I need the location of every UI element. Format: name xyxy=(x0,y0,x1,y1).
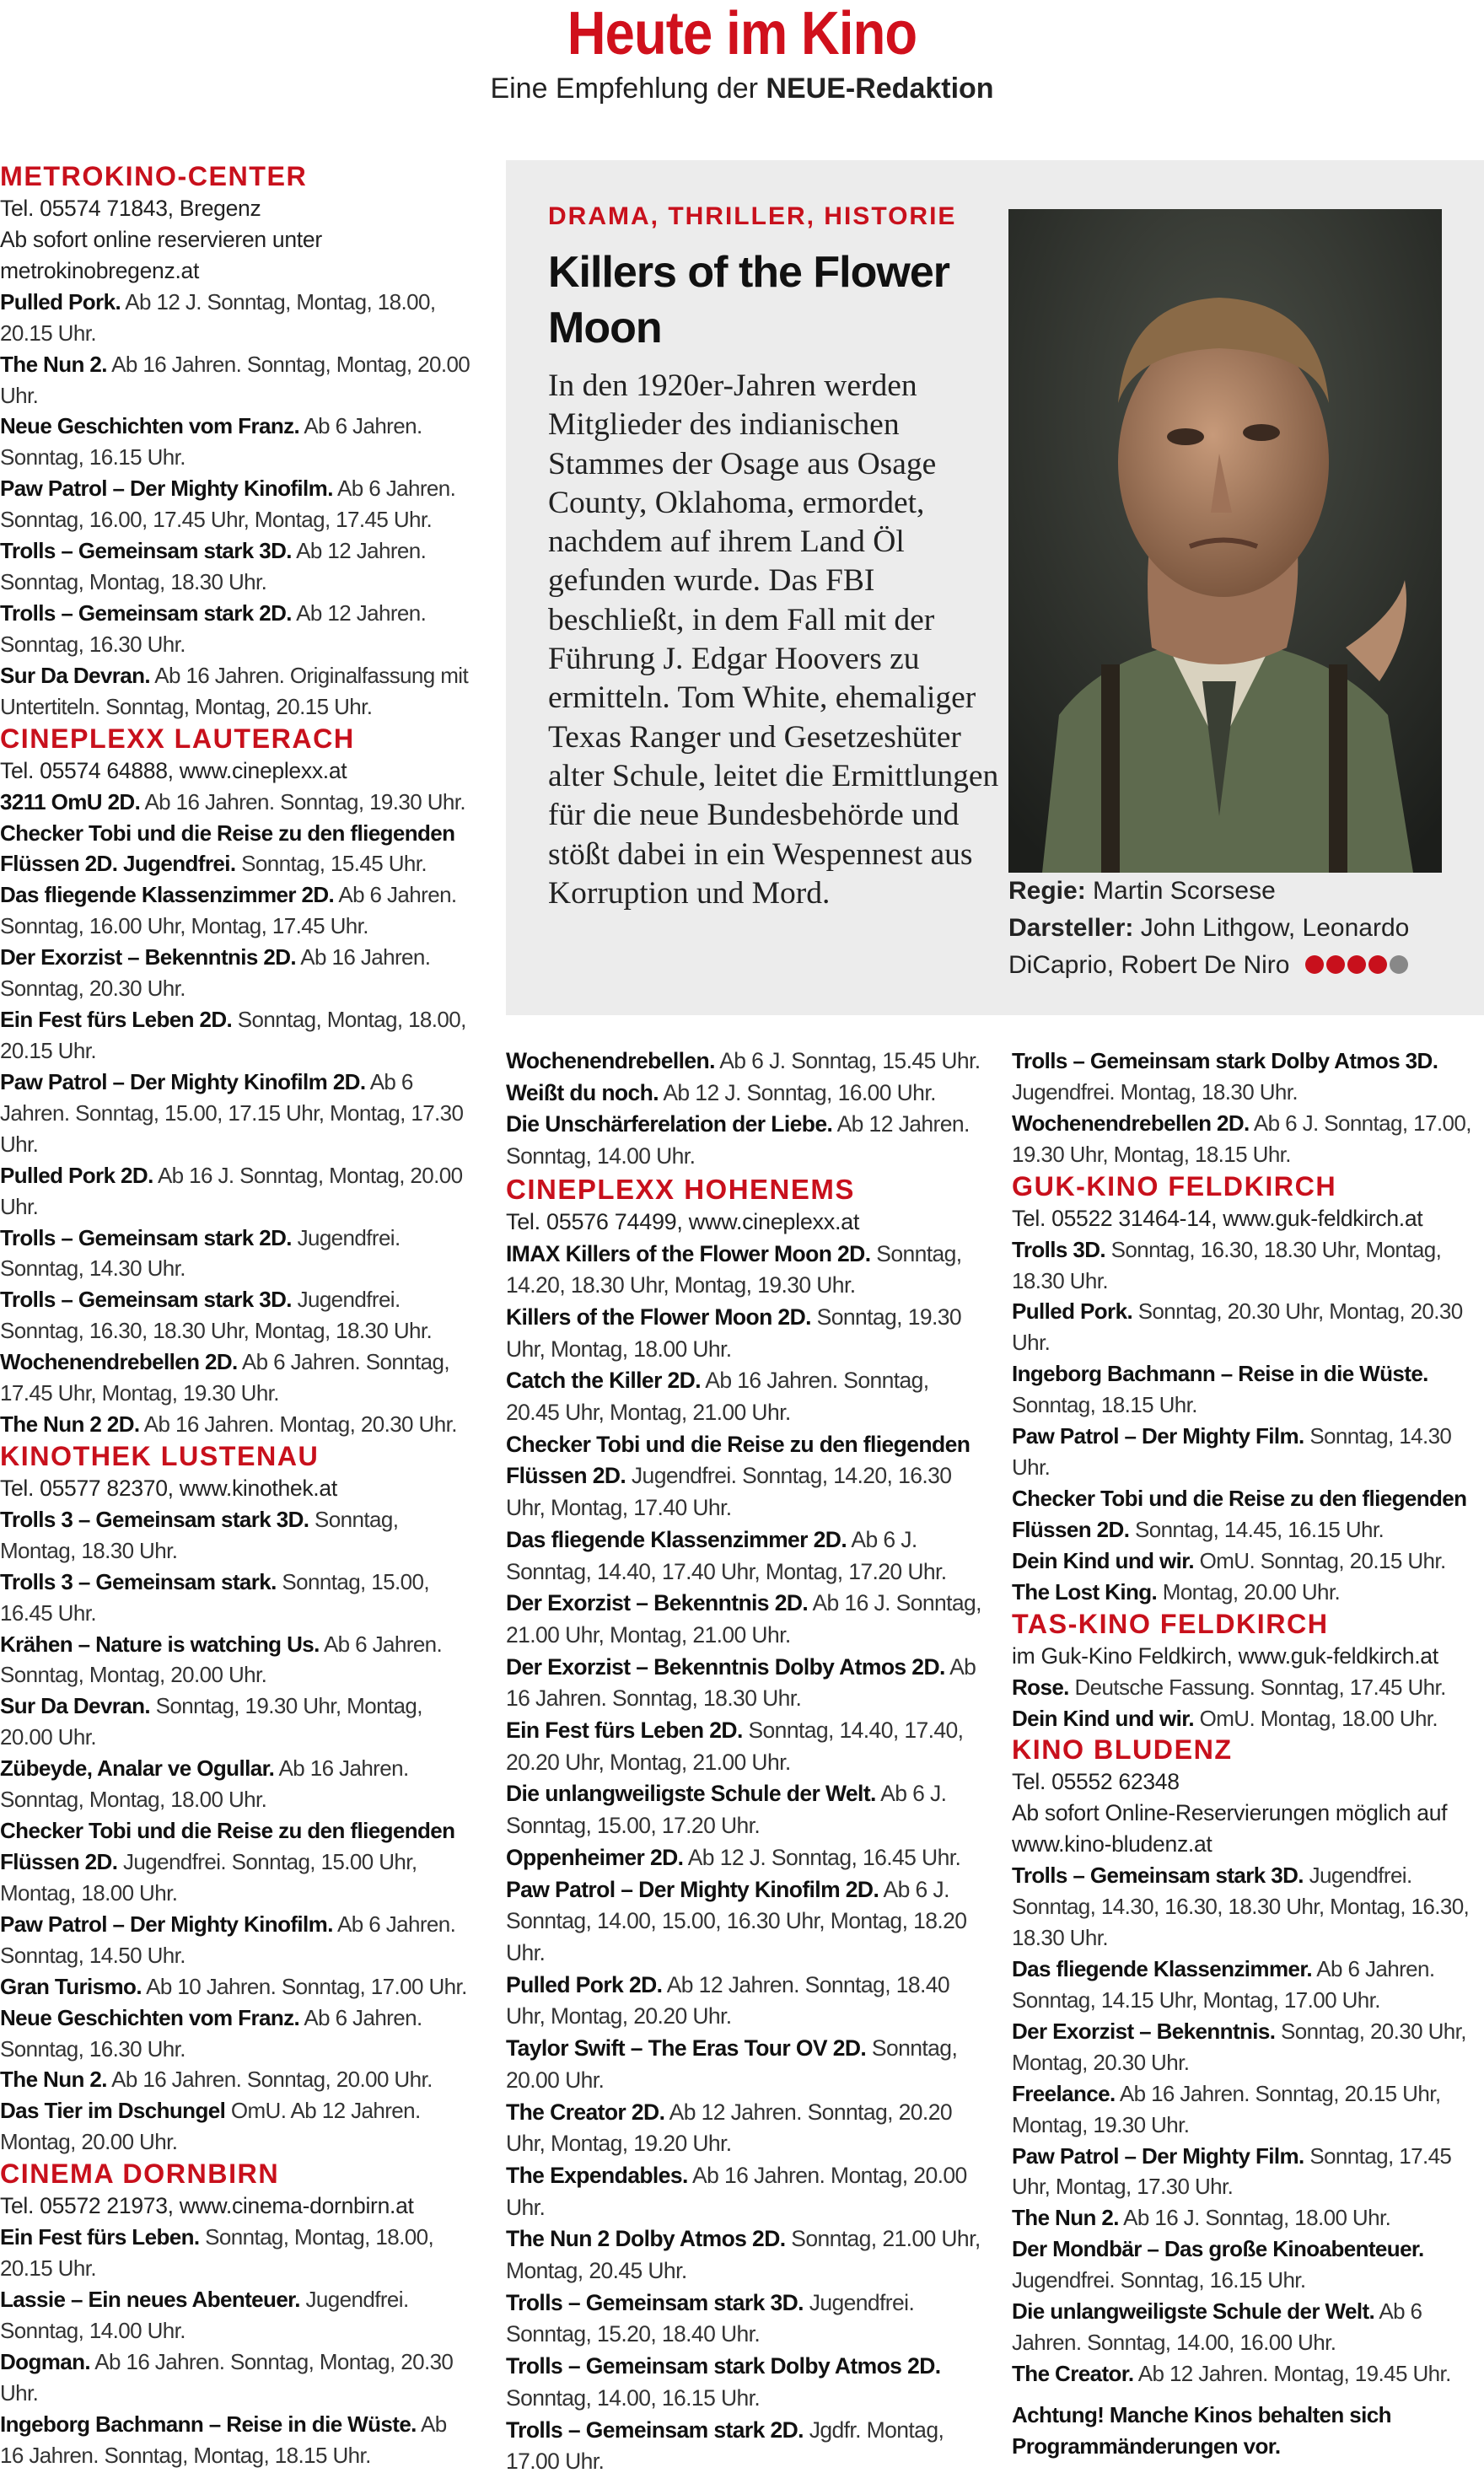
film-entry xyxy=(0,1347,472,1409)
cast-label: Darsteller: xyxy=(1008,914,1134,942)
cinema-info: Tel. 05552 62348 xyxy=(1012,1769,1180,1795)
film-details: Jgdfr. Montag, 17.00 Uhr. xyxy=(506,2416,944,2475)
film-title: Paw Patrol – Der Mighty Kinofilm 2D. xyxy=(0,1068,366,1094)
cinema-name: GUK-KINO FELDKIRCH xyxy=(1012,1170,1337,1201)
film-entry xyxy=(0,2095,472,2158)
cinema-info: Tel. 05572 21973, www.cinema-dornbirn.at xyxy=(0,2193,414,2219)
cinema-info: Ab sofort online reservieren unter metrokinobregenz.at xyxy=(0,226,322,283)
film-details: Sonntag, Montag, 18.00, 20.15 Uhr. xyxy=(0,2224,434,2282)
film-entry xyxy=(506,1778,982,1841)
film-details: Ab 6 J. Sonntag, 14.00, 15.00, 16.30 Uhr, Montag, 18.20 Uhr. xyxy=(506,1876,967,1965)
film-details: Ab 16 Jahren. Montag, 20.30 Uhr. xyxy=(143,1411,457,1438)
film-title: The Expendables. xyxy=(506,2162,688,2188)
film-details: Sonntag, 20.30 Uhr, Montag, 20.30 Uhr. xyxy=(1012,1298,1463,1356)
film-title: Wochenendrebellen 2D. xyxy=(0,1349,238,1375)
film-details: Ab 12 J. Sonntag, 16.00 Uhr. xyxy=(663,1079,936,1105)
cinema-name: CINEMA DORNBIRN xyxy=(0,2158,280,2190)
film-entry xyxy=(1012,2296,1484,2358)
film-entry xyxy=(506,2033,982,2096)
film-details: OmU. Ab 12 Jahren. Montag, 20.00 Uhr. xyxy=(0,2098,421,2155)
film-title: The Nun 2. xyxy=(0,2067,107,2093)
film-details: Sonntag, 14.40, 17.40, 20.20 Uhr, Montag, 21.00 Uhr. xyxy=(506,1718,964,1775)
director-label: Regie: xyxy=(1008,877,1086,905)
film-title: Dein Kind und wir. xyxy=(1012,1547,1194,1573)
cinema-name: METROKINO-CENTER xyxy=(0,161,308,191)
film-title: Trolls – Gemeinsam stark Dolby Atmos 2D. xyxy=(506,2353,941,2379)
film-title: Ein Fest fürs Leben. xyxy=(0,2224,200,2250)
film-title: Das fliegende Klassenzimmer 2D. xyxy=(506,1526,847,1552)
film-entry xyxy=(506,1874,982,1970)
film-entry xyxy=(0,2409,472,2471)
film-title: IMAX Killers of the Flower Moon 2D. xyxy=(506,1240,871,1266)
film-details: Ab 6 Jahren. Sonntag, 14.00, 16.00 Uhr. xyxy=(1012,2298,1422,2356)
film-entry xyxy=(0,2222,472,2284)
film-details: Ab 6 Jahren. Sonntag, 14.15 Uhr, Montag, 17.00 Uhr. xyxy=(1012,1955,1435,2013)
film-title: The Lost King. xyxy=(1012,1578,1158,1605)
cinema-name: KINOTHEK LUSTENAU xyxy=(0,1440,320,1471)
film-details: Ab 6 J. Sonntag, 17.00, 19.30 Uhr, Montag, 18.15 Uhr. xyxy=(1012,1110,1471,1167)
cinema-info: Ab sofort Online-Reservierungen möglich auf www.kino-bludenz.at xyxy=(1012,1800,1448,1857)
film-title: Rose. xyxy=(1012,1674,1069,1700)
film-entry xyxy=(0,660,472,723)
film-title: Gran Turismo. xyxy=(0,1973,142,1999)
film-entry xyxy=(1012,2141,1484,2203)
film-entry xyxy=(1012,1234,1484,1297)
film-details: Sonntag, 15.00, 16.45 Uhr. xyxy=(0,1568,429,1626)
film-entry xyxy=(0,2064,472,2095)
film-entry xyxy=(1012,1296,1484,1358)
film-title: Die unlangweiligste Schule der Welt. xyxy=(506,1781,876,1807)
page-title: Heute im Kino xyxy=(567,0,917,67)
film-entry xyxy=(1012,1672,1484,1703)
film-title: Weißt du noch. xyxy=(506,1079,659,1105)
film-details: Ab 12 Jahren. Montag, 19.45 Uhr. xyxy=(1137,2360,1451,2386)
film-details: Ab 6 Jahren. Sonntag, 15.00, 17.15 Uhr, Montag, 17.30 Uhr. xyxy=(0,1068,464,1157)
film-entry xyxy=(0,1971,472,2002)
film-details: Ab 12 Jahren. Sonntag, Montag, 18.30 Uhr. xyxy=(0,538,427,595)
film-title: 3211 OmU 2D. xyxy=(0,788,141,814)
film-entry xyxy=(0,1409,472,1440)
film-entry xyxy=(506,2097,982,2160)
film-details: OmU. Sonntag, 20.15 Uhr. xyxy=(1199,1547,1446,1573)
film-title: Catch the Killer 2D. xyxy=(506,1368,701,1394)
film-title: Taylor Swift – The Eras Tour OV 2D. xyxy=(506,2035,867,2062)
film-entry xyxy=(0,1004,472,1067)
film-title: Das fliegende Klassenzimmer. xyxy=(1012,1955,1313,1981)
film-title: Das Tier im Dschungel xyxy=(0,2098,226,2124)
film-entry xyxy=(1012,2358,1484,2390)
film-details: Sonntag, Montag, 18.00, 20.15 Uhr. xyxy=(0,1007,466,1063)
subtitle-prefix: Eine Empfehlung der xyxy=(490,73,766,105)
film-entry xyxy=(0,411,472,473)
cast-names: John Lithgow, Leonardo DiCaprio, Robert De Niro xyxy=(1008,914,1410,979)
film-title: Killers of the Flower Moon 2D. xyxy=(506,1304,811,1330)
film-title: The Nun 2 Dolby Atmos 2D. xyxy=(506,2226,786,2252)
film-entry xyxy=(506,1365,982,1428)
film-entry xyxy=(0,1223,472,1285)
film-details: Ab 16 Jahren. Sonntag, 20.45 Uhr, Montag, 21.00 Uhr. xyxy=(506,1368,929,1426)
film-title: Ingeborg Bachmann – Reise in die Wüste. xyxy=(0,2411,417,2437)
film-title: Neue Geschichten vom Franz. xyxy=(0,2004,300,2030)
film-details: Sonntag, 17.45 Uhr, Montag, 17.30 Uhr. xyxy=(1012,2142,1452,2200)
film-details: Sonntag, 15.45 Uhr. xyxy=(241,851,427,877)
film-entry xyxy=(1012,2202,1484,2234)
film-entry xyxy=(0,1815,472,1909)
film-details: Ab 16 Jahren. Sonntag, 20.00 Uhr. xyxy=(111,2067,433,2093)
film-details: Ab 16 J. Sonntag, Montag, 20.00 Uhr. xyxy=(0,1162,463,1219)
rating-dot-filled xyxy=(1347,955,1366,974)
film-details: Jugendfrei. Sonntag, 14.30, 16.30, 18.30 Uhr, Montag, 16.30, 18.30 Uhr. xyxy=(1012,1863,1470,1951)
film-entry xyxy=(0,879,472,942)
film-entry xyxy=(506,2160,982,2223)
film-details: Ab 16 Jahren. Sonntag, Montag, 20.30 Uhr. xyxy=(0,2348,454,2406)
film-entry xyxy=(0,1753,472,1815)
rating-dot-filled xyxy=(1326,955,1345,974)
film-title: Dogman. xyxy=(0,2348,91,2374)
film-details: Jugendfrei. Sonntag, 14.30 Uhr. xyxy=(0,1224,401,1282)
cinema-info: Tel. 05574 71843, Bregenz xyxy=(0,196,261,221)
film-title: Der Exorzist – Bekenntnis. xyxy=(1012,2018,1276,2044)
film-details: Ab 6 Jahren. Sonntag, 14.50 Uhr. xyxy=(0,1911,456,1968)
feature-description: In den 1920er-Jahren werden Mitglieder des indianischen Stammes der Osage aus Osage County, Oklahoma, ermordet, nachdem auf ihrem Land Öl gefunden wurde. Das FBI beschließt, in dem Fall mit der Führung J. Edgar Hoovers zu ermitteln. Tom White, ehemaliger Texas Ranger und Gesetzeshüter alter Schule, leitet die Ermittlungen für die neue Bundesbehörde und stößt dabei in ein Wespennest aus Korruption und Mord. xyxy=(548,368,999,911)
film-details: Ab 16 Jahren. Sonntag, 20.15 Uhr, Montag, 19.30 Uhr. xyxy=(1012,2080,1441,2137)
film-title: Checker Tobi und die Reise zu den fliegenden Flüssen 2D. xyxy=(506,1431,971,1489)
film-entry xyxy=(506,1109,982,1172)
film-entry xyxy=(506,1524,982,1588)
column-2 xyxy=(506,1046,982,2478)
cinema-info: Tel. 05576 74499, www.cineplexx.at xyxy=(506,1208,860,1234)
film-details: Ab 6 Jahren. Sonntag, 16.15 Uhr. xyxy=(0,413,422,470)
film-details: Ab 16 Jahren. Sonntag, 20.30 Uhr. xyxy=(0,944,431,1002)
film-title: Trolls – Gemeinsam stark 2D. xyxy=(0,599,292,626)
film-details: Ab 12 J. Sonntag, Montag, 18.00, 20.15 Uhr. xyxy=(0,288,436,346)
film-entry xyxy=(506,2287,982,2351)
cinema-info: Tel. 05522 31464-14, www.guk-feldkirch.at xyxy=(1012,1205,1423,1231)
film-details: Ab 6 Jahren. Sonntag, Montag, 20.00 Uhr. xyxy=(0,1631,443,1688)
film-entry xyxy=(0,942,472,1004)
column-3 xyxy=(1012,1046,1484,2462)
film-details: Ab 6 Jahren. Sonntag, 16.00 Uhr, Montag, 17.45 Uhr. xyxy=(0,882,457,939)
film-details: Jugendfrei. Sonntag, 15.20, 18.40 Uhr. xyxy=(506,2289,915,2347)
film-title: Pulled Pork 2D. xyxy=(506,1971,663,1997)
film-title: Ein Fest fürs Leben 2D. xyxy=(0,1007,233,1033)
film-title: Die Unschärferelation der Liebe. xyxy=(506,1111,833,1137)
rating-dot-empty xyxy=(1390,955,1408,974)
film-details: Sonntag, 18.15 Uhr. xyxy=(1012,1392,1197,1418)
film-title: Trolls 3 – Gemeinsam stark 3D. xyxy=(0,1506,309,1532)
film-title: Krähen – Nature is watching Us. xyxy=(0,1631,320,1657)
film-entry xyxy=(1012,1954,1484,2016)
film-details: OmU. Montag, 18.00 Uhr. xyxy=(1199,1705,1438,1731)
film-entry xyxy=(0,598,472,660)
film-details: Jugendfrei. Montag, 18.30 Uhr. xyxy=(1012,1078,1298,1105)
film-details: Jugendfrei. Sonntag, 16.30, 18.30 Uhr, Montag, 18.30 Uhr. xyxy=(0,1287,433,1344)
film-title: Trolls – Gemeinsam stark 3D. xyxy=(1012,1863,1304,1889)
film-details: Ab 16 J. Sonntag, 18.00 Uhr. xyxy=(1123,2205,1391,2231)
film-entry xyxy=(506,1046,982,1078)
film-details: Ab 6 J. Sonntag, 15.00, 17.20 Uhr. xyxy=(506,1781,947,1839)
film-entry xyxy=(1012,2016,1484,2078)
film-title: The Creator. xyxy=(1012,2360,1134,2386)
film-title: Paw Patrol – Der Mighty Kinofilm. xyxy=(0,1911,333,1937)
cinema-info: Tel. 05577 82370, www.kinothek.at xyxy=(0,1475,337,1501)
film-details: Jugendfrei. Sonntag, 15.00 Uhr, Montag, 18.00 Uhr. xyxy=(0,1849,417,1906)
film-entry xyxy=(1012,2078,1484,2141)
film-title: Freelance. xyxy=(1012,2080,1116,2106)
film-entry xyxy=(0,1567,472,1629)
film-title: Checker Tobi und die Reise zu den fliegenden Flüssen 2D. xyxy=(1012,1485,1467,1542)
movie-still-illustration xyxy=(1008,209,1442,873)
rating-dots xyxy=(1305,948,1411,985)
film-entry xyxy=(506,1429,982,1524)
film-details: Sonntag, Montag, 18.30 Uhr. xyxy=(0,1506,399,1563)
film-title: Der Exorzist – Bekenntnis Dolby Atmos 2D. xyxy=(506,1653,945,1680)
film-entry xyxy=(506,1239,982,1302)
page-subtitle xyxy=(0,73,1484,105)
film-entry xyxy=(0,2002,472,2065)
film-entry xyxy=(1012,2234,1484,2296)
film-title: Paw Patrol – Der Mighty Kinofilm. xyxy=(0,476,333,502)
film-details: Sonntag, 14.00, 16.15 Uhr. xyxy=(506,2384,761,2411)
film-details: Ab 16 Jahren. Sonntag, 19.30 Uhr. xyxy=(144,788,466,814)
movie-still-image xyxy=(1008,209,1442,873)
film-entry xyxy=(0,473,472,535)
film-details: Ab 6 J. Sonntag, 15.45 Uhr. xyxy=(719,1048,981,1073)
film-entry xyxy=(1012,1860,1484,1954)
film-details: Ab 16 Jahren. Originalfassung mit Untertiteln. Sonntag, Montag, 20.15 Uhr. xyxy=(0,662,469,719)
film-title: Das fliegende Klassenzimmer 2D. xyxy=(0,882,335,908)
film-details: Ab 12 Jahren. Sonntag, 20.20 Uhr, Montag, 19.20 Uhr. xyxy=(506,2099,952,2157)
film-title: Sur Da Devran. xyxy=(0,662,151,688)
film-title: Lassie – Ein neues Abenteuer. xyxy=(0,2287,300,2312)
film-entry xyxy=(1012,1483,1484,1546)
rating-dot-filled xyxy=(1305,955,1324,974)
film-entry xyxy=(1012,1358,1484,1421)
film-details: Sonntag, 19.30 Uhr, Montag, 18.00 Uhr. xyxy=(506,1304,962,1362)
film-details: Ab 10 Jahren. Sonntag, 17.00 Uhr. xyxy=(146,1973,467,1999)
film-details: Ab 16 Jahren. Sonntag, Montag, 18.00 Uhr. xyxy=(0,1755,409,1813)
film-details: Ab 16 J. Sonntag, 21.00 Uhr, Montag, 21.00 Uhr. xyxy=(506,1590,981,1648)
cinema-info: im Guk-Kino Feldkirch, www.guk-feldkirch.at xyxy=(1012,1642,1438,1669)
film-entry xyxy=(1012,1577,1484,1608)
film-entry xyxy=(506,1970,982,2033)
film-title: Paw Patrol – Der Mighty Kinofilm 2D. xyxy=(506,1876,879,1902)
film-details: Ab 6 Jahren. Sonntag, 16.00, 17.45 Uhr, Montag, 17.45 Uhr. xyxy=(0,476,456,533)
film-details: Sonntag, 14.30 Uhr. xyxy=(1012,1423,1452,1481)
subtitle-bold: NEUE-Redaktion xyxy=(766,73,994,105)
film-title: Sur Da Devran. xyxy=(0,1693,151,1719)
film-entry xyxy=(506,2415,982,2478)
film-entry xyxy=(0,818,472,880)
film-details: Jugendfrei. Sonntag, 14.20, 16.30 Uhr, Montag, 17.40 Uhr. xyxy=(506,1463,952,1521)
film-entry xyxy=(1012,1108,1484,1170)
film-title: Trolls – Gemeinsam stark 3D. xyxy=(0,1287,292,1313)
film-entry xyxy=(0,349,472,411)
film-details: Ab 16 Jahren. Sonntag, 18.30 Uhr. xyxy=(506,1653,976,1712)
film-details: Sonntag, 20.00 Uhr. xyxy=(506,2035,958,2093)
film-title: Neue Geschichten vom Franz. xyxy=(0,413,300,439)
film-details: Jugendfrei. Sonntag, 16.15 Uhr. xyxy=(1012,2267,1306,2293)
film-title: Trolls – Gemeinsam stark 2D. xyxy=(0,1224,292,1250)
film-entry xyxy=(0,1504,472,1567)
column-1 xyxy=(0,160,472,2471)
film-title: Der Exorzist – Bekenntnis 2D. xyxy=(0,944,297,970)
film-entry xyxy=(1012,1703,1484,1734)
director-name: Martin Scorsese xyxy=(1093,877,1276,905)
film-title: Wochenendrebellen. xyxy=(506,1048,715,1073)
film-details: Sonntag, 20.30 Uhr, Montag, 20.30 Uhr. xyxy=(1012,2018,1466,2075)
film-title: Trolls – Gemeinsam stark 3D. xyxy=(0,538,292,564)
film-entry xyxy=(0,535,472,598)
film-title: Ingeborg Bachmann – Reise in die Wüste. xyxy=(1012,1361,1428,1387)
film-title: Ein Fest fürs Leben 2D. xyxy=(506,1718,743,1744)
film-details: Montag, 20.00 Uhr. xyxy=(1162,1578,1341,1605)
film-entry xyxy=(0,1629,472,1691)
feature-title: Killers of the Flower Moon xyxy=(548,248,949,352)
rating-dot-filled xyxy=(1368,955,1387,974)
film-entry xyxy=(0,1909,472,1971)
film-title: Dein Kind und wir. xyxy=(1012,1705,1194,1731)
film-title: Pulled Pork. xyxy=(0,288,121,314)
cinema-name: TAS-KINO FELDKIRCH xyxy=(1012,1608,1329,1639)
film-title: The Nun 2. xyxy=(0,351,107,377)
film-entry xyxy=(506,1588,982,1651)
film-title: Trolls 3D. xyxy=(1012,1236,1106,1262)
film-details: Ab 12 J. Sonntag, 16.45 Uhr. xyxy=(687,1844,961,1870)
cinema-name: CINEPLEXX LAUTERACH xyxy=(0,723,355,754)
film-title: Der Mondbär – Das große Kinoabenteuer. xyxy=(1012,2236,1424,2262)
film-details: Ab 12 Jahren. Sonntag, 16.30 Uhr. xyxy=(0,599,427,657)
film-title: The Nun 2. xyxy=(1012,2205,1119,2231)
film-title: Paw Patrol – Der Mighty Film. xyxy=(1012,1423,1304,1449)
film-title: The Creator 2D. xyxy=(506,2099,665,2125)
film-entry xyxy=(0,287,472,349)
film-entry xyxy=(0,2347,472,2409)
film-title: The Nun 2 2D. xyxy=(0,1411,140,1438)
program-change-warning: Achtung! Manche Kinos behalten sich Programmänderungen vor. xyxy=(1012,2401,1391,2459)
film-details: Sonntag, 16.30, 18.30 Uhr, Montag, 18.30 Uhr. xyxy=(1012,1236,1442,1293)
film-entry xyxy=(0,1067,472,1160)
film-details: Sonntag, 14.20, 18.30 Uhr, Montag, 19.30 Uhr. xyxy=(506,1240,962,1298)
film-entry xyxy=(1012,1046,1484,1108)
page-header xyxy=(0,0,1484,105)
film-entry xyxy=(1012,1421,1484,1483)
film-title: Paw Patrol – Der Mighty Film. xyxy=(1012,2142,1304,2169)
film-entry xyxy=(0,1160,472,1223)
film-title: Pulled Pork. xyxy=(1012,1298,1133,1325)
feature-credits xyxy=(1008,873,1464,985)
film-title: Checker Tobi und die Reise zu den fliegenden Flüssen 2D. Jugendfrei. xyxy=(0,820,455,877)
film-details: Ab 16 Jahren. Sonntag, Montag, 18.15 Uhr. xyxy=(0,2411,447,2468)
cinema-name: KINO BLUDENZ xyxy=(1012,1734,1233,1766)
film-entry xyxy=(506,1652,982,1715)
film-details: Sonntag, 21.00 Uhr, Montag, 20.45 Uhr. xyxy=(506,2226,981,2284)
film-details: Sonntag, 14.45, 16.15 Uhr. xyxy=(1134,1516,1385,1542)
film-entry xyxy=(0,1691,472,1753)
film-title: Oppenheimer 2D. xyxy=(506,1844,684,1870)
film-details: Sonntag, 19.30 Uhr, Montag, 20.00 Uhr. xyxy=(0,1693,422,1750)
film-details: Deutsche Fassung. Sonntag, 17.45 Uhr. xyxy=(1074,1674,1446,1700)
film-title: Trolls – Gemeinsam stark 2D. xyxy=(506,2416,804,2443)
film-entry xyxy=(0,2284,472,2347)
film-entry xyxy=(0,787,472,818)
feature-box xyxy=(506,160,1484,1015)
film-entry xyxy=(506,2351,982,2414)
film-details: Ab 12 Jahren. Sonntag, 14.00 Uhr. xyxy=(506,1111,970,1169)
film-entry xyxy=(0,1284,472,1347)
film-details: Ab 16 Jahren. Sonntag, Montag, 20.00 Uhr. xyxy=(0,351,470,408)
film-details: Ab 12 Jahren. Sonntag, 18.40 Uhr, Montag, 20.20 Uhr. xyxy=(506,1971,950,2029)
cinema-name: CINEPLEXX HOHENEMS xyxy=(506,1173,855,1205)
film-entry xyxy=(506,1078,982,1110)
film-title: Trolls – Gemeinsam stark Dolby Atmos 3D. xyxy=(1012,1048,1438,1073)
film-details: Jugendfrei. Sonntag, 14.00 Uhr. xyxy=(0,2287,409,2343)
film-title: Trolls 3 – Gemeinsam stark. xyxy=(0,1568,277,1594)
film-details: Ab 6 Jahren. Sonntag, 17.45 Uhr, Montag, 19.30 Uhr. xyxy=(0,1349,450,1406)
film-entry xyxy=(506,1715,982,1778)
film-entry xyxy=(1012,1546,1484,1577)
film-details: Ab 16 Jahren. Montag, 20.00 Uhr. xyxy=(506,2162,967,2220)
film-title: Checker Tobi und die Reise zu den fliegenden Flüssen 2D. xyxy=(0,1818,455,1875)
film-title: Trolls – Gemeinsam stark 3D. xyxy=(506,2289,804,2315)
cinema-info: Tel. 05574 64888, www.cineplexx.at xyxy=(0,757,347,783)
film-title: Der Exorzist – Bekenntnis 2D. xyxy=(506,1590,809,1616)
feature-genre: DRAMA, THRILLER, HISTORIE xyxy=(548,202,957,230)
film-details: Ab 6 J. Sonntag, 14.40, 17.40 Uhr, Montag, 17.20 Uhr. xyxy=(506,1526,947,1584)
film-entry xyxy=(506,1302,982,1365)
film-title: Wochenendrebellen 2D. xyxy=(1012,1110,1250,1136)
film-entry xyxy=(506,2223,982,2287)
film-title: Zübeyde, Analar ve Ogullar. xyxy=(0,1755,275,1782)
film-title: Die unlangweiligste Schule der Welt. xyxy=(1012,2298,1375,2325)
film-entry xyxy=(506,1842,982,1874)
film-details: Ab 6 Jahren. Sonntag, 16.30 Uhr. xyxy=(0,2004,422,2062)
film-title: Pulled Pork 2D. xyxy=(0,1162,153,1188)
